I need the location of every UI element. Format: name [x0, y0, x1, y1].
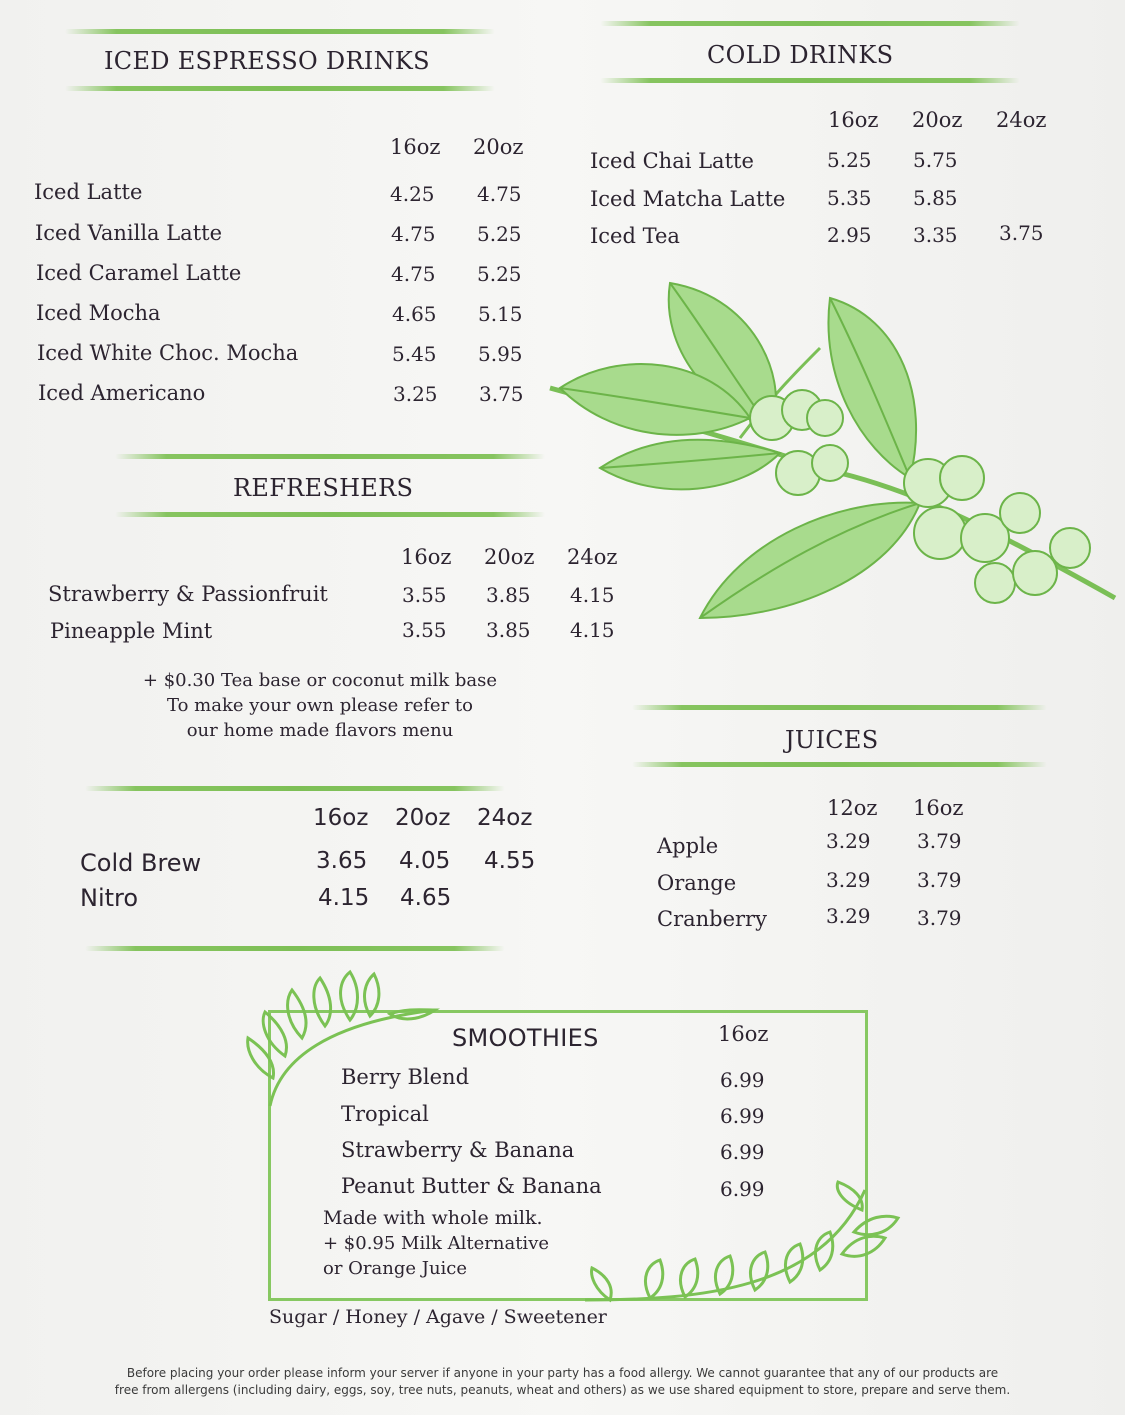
- menu-item-name: Iced Chai Latte: [590, 149, 754, 173]
- menu-item-name: Apple: [657, 834, 719, 858]
- section-rule: [85, 786, 505, 791]
- menu-item-price: 4.05: [399, 848, 451, 874]
- menu-item-price: 3.79: [917, 906, 962, 930]
- section-rule: [85, 946, 505, 951]
- smoothies-notes: [323, 1206, 549, 1281]
- menu-item-price: 2.95: [827, 223, 872, 247]
- menu-item-name: Nitro: [80, 884, 139, 912]
- coffee-branch-illustration: [540, 278, 1120, 638]
- menu-item-price: 6.99: [720, 1068, 765, 1092]
- size-header: 20oz: [484, 545, 535, 569]
- menu-item-name: Iced White Choc. Mocha: [37, 341, 299, 365]
- size-header: 16oz: [401, 545, 452, 569]
- menu-item-name: Cranberry: [657, 907, 767, 931]
- menu-item-price: 5.25: [477, 222, 522, 246]
- smoothies-title: SMOOTHIES: [452, 1024, 599, 1052]
- section-rule: [65, 86, 495, 91]
- menu-item-price: 3.55: [402, 583, 447, 607]
- menu-item-name: Strawberry & Passionfruit: [48, 582, 328, 606]
- note-line: + $0.30 Tea base or coconut milk base: [142, 670, 498, 691]
- menu-item-name: Iced Caramel Latte: [36, 261, 242, 285]
- menu-item-price: 4.65: [392, 302, 437, 326]
- menu-item-price: 3.29: [826, 829, 871, 853]
- leaf-sprig-icon: [580, 1180, 910, 1330]
- menu-item-price: 3.85: [486, 618, 531, 642]
- refreshers-title: REFRESHERS: [233, 474, 414, 502]
- menu-item-price: 4.15: [570, 618, 615, 642]
- menu-item-price: 4.65: [400, 885, 452, 911]
- allergy-line: Before placing your order please inform your server if anyone in your party has a food allergy. We cannot guarantee that any of our products are: [126, 1366, 999, 1380]
- note-line: Made with whole milk.: [323, 1207, 543, 1229]
- menu-item-price: 4.15: [318, 885, 370, 911]
- menu-item-price: 5.35: [827, 186, 872, 210]
- menu-item-price: 3.25: [393, 382, 438, 406]
- size-header: 16oz: [390, 135, 441, 159]
- menu-item-name: Strawberry & Banana: [341, 1138, 575, 1162]
- section-rule: [632, 705, 1047, 710]
- size-header: 20oz: [912, 108, 963, 132]
- juices-title: JUICES: [785, 726, 879, 754]
- section-rule: [115, 454, 545, 459]
- cold-drinks-title: COLD DRINKS: [707, 41, 894, 69]
- note-line: our home made flavors menu: [186, 720, 454, 741]
- menu-item-price: 3.79: [917, 868, 962, 892]
- menu-item-price: 3.55: [402, 618, 447, 642]
- menu-item-price: 4.55: [484, 848, 536, 874]
- menu-item-price: 3.79: [917, 829, 962, 853]
- size-header: 24oz: [477, 805, 533, 831]
- menu-item-price: 3.75: [479, 382, 524, 406]
- menu-item-price: 4.75: [391, 222, 436, 246]
- menu-item-price: 3.29: [826, 904, 871, 928]
- size-header: 24oz: [996, 108, 1047, 132]
- menu-item-name: Iced Latte: [34, 180, 143, 204]
- menu-item-price: 5.25: [477, 262, 522, 286]
- menu-item-price: 6.99: [720, 1177, 765, 1201]
- size-header: 16oz: [913, 796, 964, 820]
- size-header: 24oz: [567, 545, 618, 569]
- section-rule: [600, 78, 1020, 83]
- menu-item-price: 3.85: [486, 583, 531, 607]
- allergy-line: free from allergens (including dairy, eggs, soy, tree nuts, peanuts, wheat and others) as we use shared equipment to store, prepare and serve them.: [114, 1383, 1011, 1397]
- menu-item-price: 3.65: [316, 848, 368, 874]
- menu-item-name: Iced Tea: [590, 224, 680, 248]
- menu-item-price: 5.45: [392, 342, 437, 366]
- section-rule: [632, 762, 1047, 767]
- size-header: 20oz: [473, 135, 524, 159]
- menu-item-price: 5.25: [827, 148, 872, 172]
- refreshers-notes: [120, 668, 520, 743]
- menu-item-name: Iced Vanilla Latte: [35, 221, 223, 245]
- iced-espresso-title: ICED ESPRESSO DRINKS: [104, 47, 430, 75]
- menu-item-price: 5.85: [913, 186, 958, 210]
- menu-item-price: 3.75: [999, 221, 1044, 245]
- note-line: To make your own please refer to: [167, 695, 473, 716]
- menu-item-price: 5.95: [478, 342, 523, 366]
- section-rule: [600, 21, 1020, 26]
- note-line: + $0.95 Milk Alternative: [323, 1233, 550, 1254]
- menu-item-price: 6.99: [720, 1104, 765, 1128]
- menu-item-name: Orange: [657, 871, 737, 895]
- menu-item-price: 3.29: [826, 868, 871, 892]
- menu-item-price: 3.35: [913, 223, 958, 247]
- menu-item-price: 4.15: [570, 583, 615, 607]
- menu-item-price: 4.25: [390, 182, 435, 206]
- menu-item-price: 5.75: [913, 148, 958, 172]
- menu-item-price: 4.75: [391, 262, 436, 286]
- menu-item-price: 5.15: [478, 302, 523, 326]
- menu-item-name: Peanut Butter & Banana: [341, 1174, 602, 1198]
- allergy-notice: [40, 1365, 1085, 1399]
- menu-item-name: Cold Brew: [80, 849, 202, 877]
- sweetener-options: Sugar / Honey / Agave / Sweetener: [269, 1306, 607, 1328]
- menu-item-name: Berry Blend: [341, 1065, 470, 1089]
- menu-item-price: 4.75: [477, 182, 522, 206]
- section-rule: [65, 29, 495, 34]
- note-line: or Orange Juice: [323, 1258, 468, 1279]
- size-header: 20oz: [395, 805, 451, 831]
- size-header: 16oz: [828, 108, 879, 132]
- size-header: 12oz: [827, 796, 878, 820]
- size-header: 16oz: [718, 1022, 769, 1046]
- menu-item-name: Iced Mocha: [36, 301, 161, 325]
- menu-item-name: Pineapple Mint: [50, 619, 213, 643]
- menu-item-price: 6.99: [720, 1140, 765, 1164]
- size-header: 16oz: [313, 805, 369, 831]
- menu-item-name: Tropical: [341, 1102, 429, 1126]
- menu-item-name: Iced Matcha Latte: [590, 187, 786, 211]
- section-rule: [115, 512, 545, 517]
- menu-item-name: Iced Americano: [38, 381, 206, 405]
